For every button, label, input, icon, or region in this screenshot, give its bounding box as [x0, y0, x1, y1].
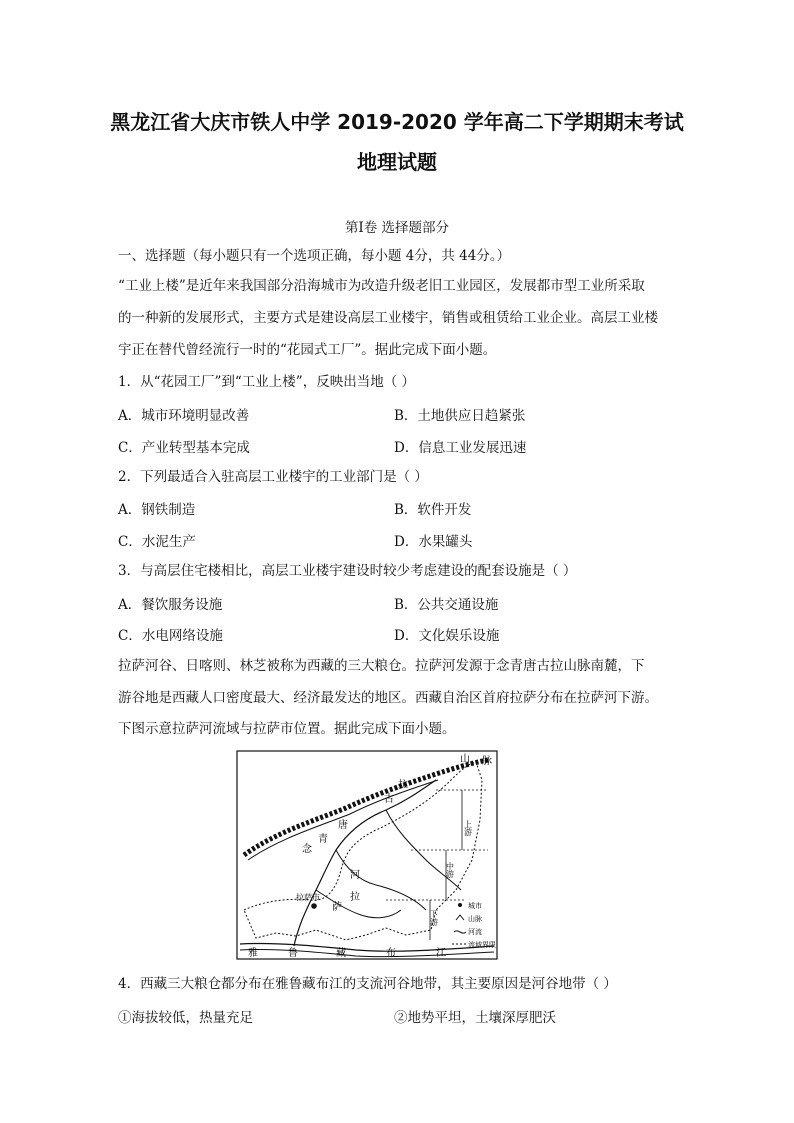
city-label: 拉萨市 [296, 893, 320, 902]
mountain-label-char: 山 [460, 754, 470, 765]
passage1-line: 宇正在替代曾经流行一时的“花园式工厂”。据此完成下面小题。 [118, 342, 497, 358]
passage2-line: 拉萨河谷、日喀则、林芝被称为西藏的三大粮仓。拉萨河发源于念青唐古拉山脉南麓，下 [118, 658, 645, 674]
option-2: ②地势平坦，土壤深厚肥沃 [394, 1010, 556, 1026]
exam-title: 黑龙江省大庆市铁人中学 2019-2020 学年高二下学期期末考试 [110, 110, 684, 134]
reach-label-middle: 中游 [445, 862, 455, 878]
mountain-label-char: 古 [384, 794, 394, 805]
question-stem: 4．西藏三大粮仓都分布在雅鲁藏布江的支流河谷地带，其主要原因是河谷地带（ ） [118, 976, 617, 992]
passage1-line: “工业上楼”是近年来我国部分沿海城市为改造升级老旧工业园区，发展都市型工业所采取 [118, 278, 645, 294]
option-d: D．水果罐头 [394, 534, 473, 550]
mountain-label-char: 脉 [482, 756, 492, 767]
section-heading: 第Ⅰ卷 选择题部分 [344, 220, 450, 236]
yarlung-label-char: 江 [436, 948, 446, 959]
option-a: A．城市环境明显改善 [118, 408, 250, 424]
map-frame [237, 751, 497, 959]
passage2-line: 游谷地是西藏人口密度最大、经济最发达的地区。西藏自治区首府拉萨分布在拉萨河下游。 [118, 690, 658, 706]
yarlung-label-char: 布 [386, 948, 396, 959]
option-c: C．产业转型基本完成 [118, 440, 250, 456]
option-1: ①海拔较低，热量充足 [118, 1010, 253, 1026]
mountain-label-char: 青 [318, 834, 328, 845]
lhasa-river-basin-map [236, 750, 498, 960]
option-c: C．水泥生产 [118, 534, 196, 550]
option-d: D．文化娱乐设施 [394, 628, 500, 644]
reach-label-upper: 上游 [463, 820, 473, 836]
option-b: B．土地供应日趋紧张 [394, 408, 526, 424]
yarlung-label-char: 藏 [336, 948, 346, 959]
option-c: C．水电网络设施 [118, 628, 223, 644]
passage1-line: 的一种新的发展形式，主要方式是建设高层工业楼宇，销售或租赁给工业企业。高层工业楼 [118, 310, 658, 326]
legend-label: 流域界限 [468, 941, 496, 949]
reach-label-lower: 下游 [429, 910, 439, 926]
river-label-char: 河 [350, 870, 360, 881]
legend-label: 山脉 [468, 915, 482, 923]
section-instructions: 一、选择题（每小题只有一个选项正确，每小题 4分，共 44分。） [118, 248, 511, 264]
option-a: A．钢铁制造 [118, 502, 196, 518]
yarlung-label-char: 鲁 [288, 948, 298, 959]
exam-subject: 地理试题 [357, 150, 437, 174]
option-b: B．公共交通设施 [394, 597, 499, 613]
legend-label: 河流 [468, 928, 482, 936]
river-label-char: 萨 [332, 902, 342, 913]
question-stem: 3．与高层住宅楼相比，高层工业楼宇建设时较少考虑建设的配套设施是（ ） [118, 563, 577, 579]
passage2-line: 下图示意拉萨河流域与拉萨市位置。据此完成下面小题。 [118, 721, 456, 737]
option-b: B．软件开发 [394, 502, 472, 518]
mountain-label-char: 拉 [398, 780, 408, 791]
option-a: A．餐饮服务设施 [118, 597, 223, 613]
legend-city-symbol [458, 903, 462, 907]
mountain-label-char: 唐 [338, 820, 348, 831]
legend-label: 城市 [468, 902, 482, 910]
question-stem: 1．从“花园工厂”到“工业上楼”，反映出当地（ ） [118, 374, 415, 390]
option-d: D．信息工业发展迅速 [394, 440, 527, 456]
yarlung-label-char: 雅 [248, 948, 258, 959]
mountain-label-char: 念 [302, 844, 312, 855]
lhasa-city-marker [311, 903, 317, 909]
question-stem: 2．下列最适合入驻高层工业楼宇的工业部门是（ ） [118, 469, 428, 485]
river-label-char: 拉 [350, 892, 360, 903]
